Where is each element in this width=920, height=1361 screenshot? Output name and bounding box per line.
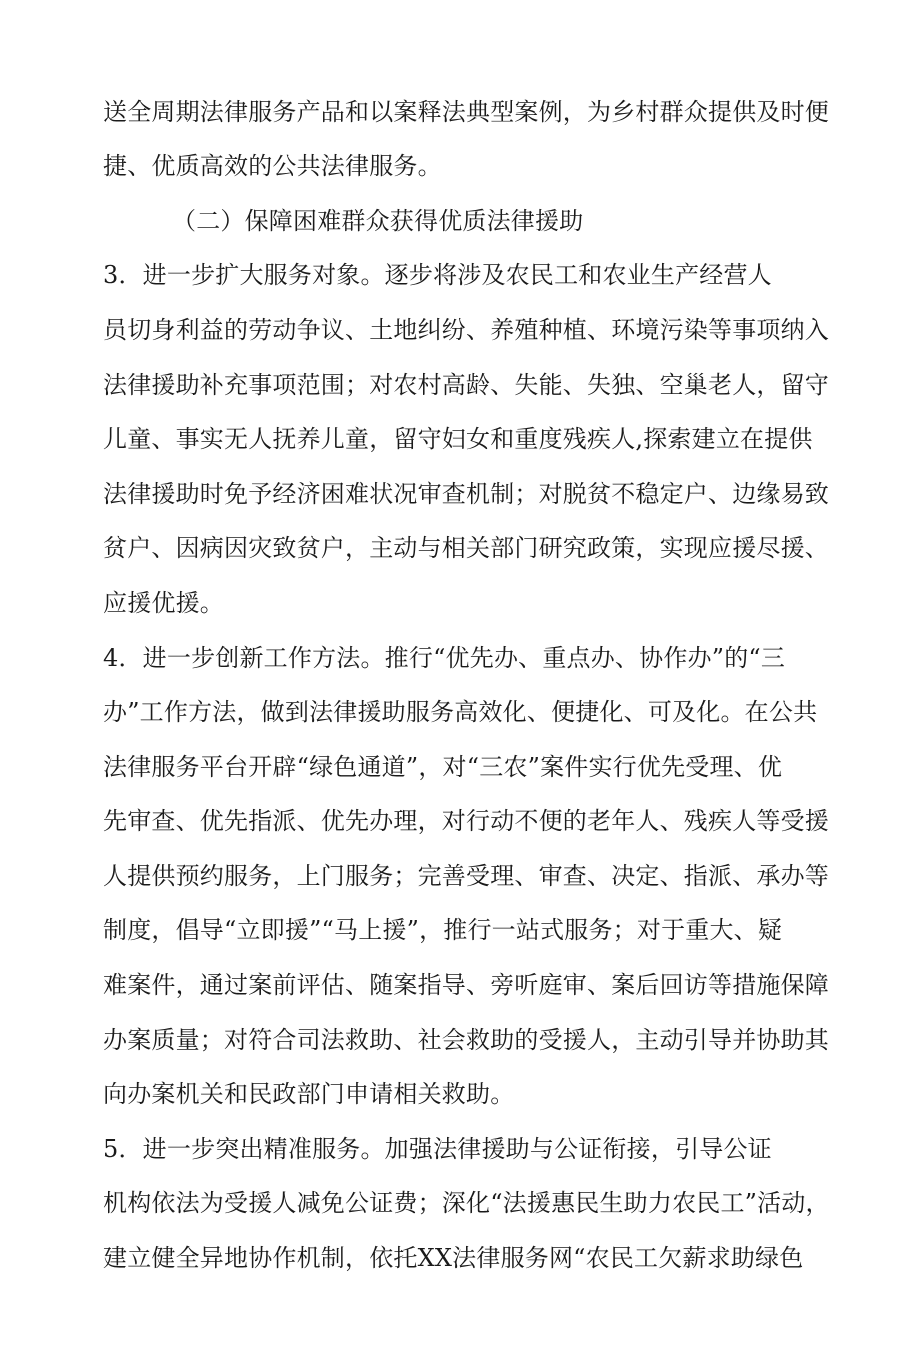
- text-line: 办案质量；对符合司法救助、社会救助的受援人，主动引导并协助其: [103, 1026, 829, 1054]
- section-heading: （二）保障困难群众获得优质法律援助: [172, 207, 584, 235]
- text-line: 制度，倡导“立即援”“马上援”，推行一站式服务；对于重大、疑: [103, 916, 783, 944]
- text-line: 法律援助补充事项范围；对农村高龄、失能、失独、空巢老人，留守: [103, 371, 829, 399]
- text-line: 法律援助时免予经济困难状况审查机制；对脱贫不稳定户、边缘易致: [103, 480, 829, 508]
- text-line: 先审查、优先指派、优先办理，对行动不便的老年人、残疾人等受援: [103, 807, 829, 835]
- text-line: 5．进一步突出精准服务。加强法律援助与公证衔接，引导公证: [103, 1135, 772, 1163]
- text-line: 办”工作方法，做到法律援助服务高效化、便捷化、可及化。在公共: [103, 698, 818, 726]
- text-line: 3．进一步扩大服务对象。逐步将涉及农民工和农业生产经营人: [103, 261, 772, 289]
- text-line: 人提供预约服务，上门服务；完善受理、审查、决定、指派、承办等: [103, 862, 829, 890]
- text-line: 法律服务平台开辟“绿色通道”，对“三农”案件实行优先受理、优: [103, 753, 783, 781]
- text-line: 儿童、事实无人抚养儿童，留守妇女和重度残疾人,探索建立在提供: [103, 425, 813, 453]
- text-line: 贫户、因病因灾致贫户，主动与相关部门研究政策，实现应援尽援、: [103, 534, 829, 562]
- text-line: 机构依法为受援人减免公证费；深化“法援惠民生助力农民工”活动，: [103, 1189, 830, 1217]
- text-line: 建立健全异地协作机制，依托XX法律服务网“农民工欠薪求助绿色: [103, 1244, 804, 1272]
- text-line: 向办案机关和民政部门申请相关救助。: [103, 1080, 515, 1108]
- text-line: 难案件，通过案前评估、随案指导、旁听庭审、案后回访等措施保障: [103, 971, 829, 999]
- text-line: 4．进一步创新工作方法。推行“优先办、重点办、协作办”的“三: [103, 644, 786, 672]
- text-line: 应援优援。: [103, 589, 224, 617]
- text-line: 送全周期法律服务产品和以案释法典型案例，为乡村群众提供及时便: [103, 98, 829, 126]
- text-line: 员切身利益的劳动争议、土地纠纷、养殖种植、环境污染等事项纳入: [103, 316, 829, 344]
- text-line: 捷、优质高效的公共法律服务。: [103, 152, 442, 180]
